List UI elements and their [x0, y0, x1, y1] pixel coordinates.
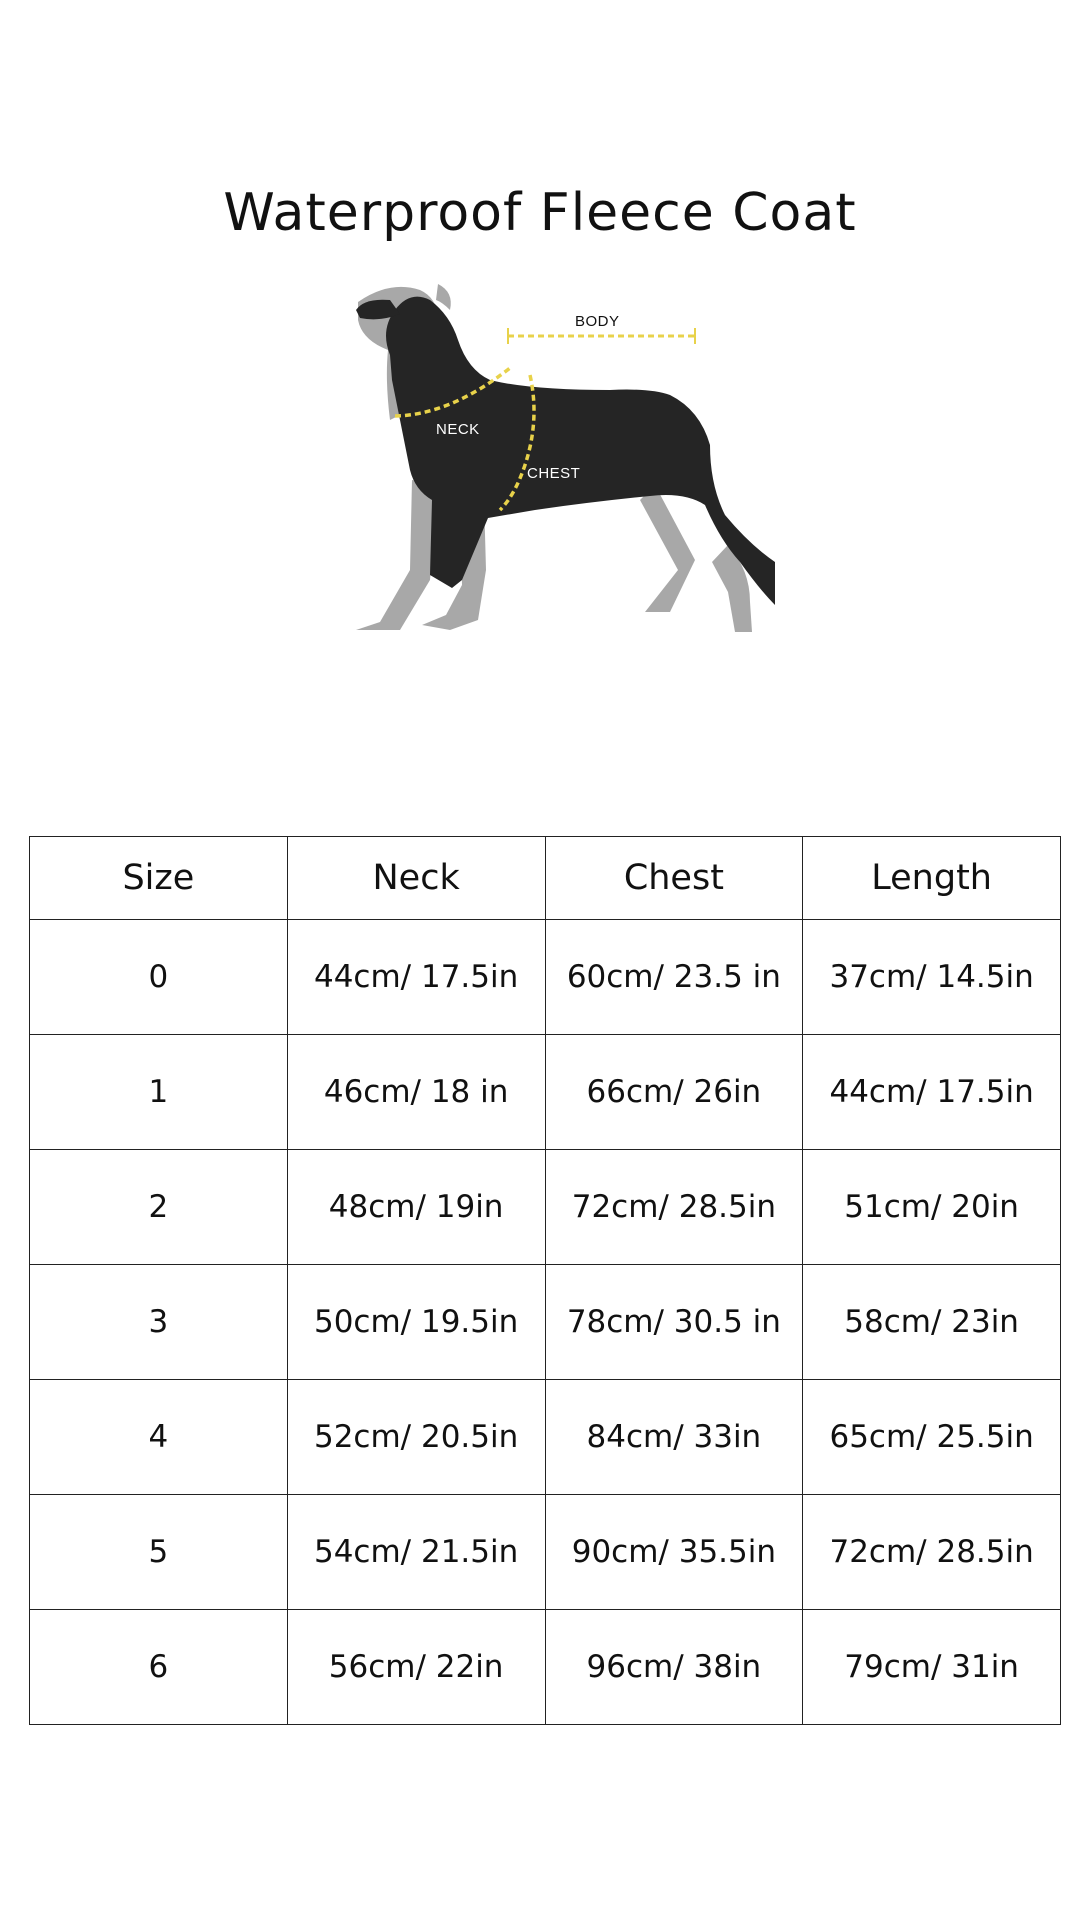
cell-size: 1 [30, 1035, 288, 1150]
cell-length: 51cm/ 20in [803, 1150, 1061, 1265]
cell-neck: 52cm/ 20.5in [287, 1380, 545, 1495]
cell-neck: 56cm/ 22in [287, 1610, 545, 1725]
table-row [30, 1150, 1061, 1265]
chest-label: CHEST [527, 465, 581, 482]
dog-ear [436, 284, 451, 310]
cell-size: 5 [30, 1495, 288, 1610]
table-row [30, 1495, 1061, 1610]
cell-chest: 72cm/ 28.5in [545, 1150, 803, 1265]
cell-size: 3 [30, 1265, 288, 1380]
neck-label: NECK [436, 421, 480, 438]
header-neck: Neck [287, 837, 545, 920]
cell-size: 4 [30, 1380, 288, 1495]
cell-chest: 66cm/ 26in [545, 1035, 803, 1150]
table-row [30, 1265, 1061, 1380]
table-row [30, 920, 1061, 1035]
cell-size: 6 [30, 1610, 288, 1725]
cell-size: 2 [30, 1150, 288, 1265]
cell-chest: 90cm/ 35.5in [545, 1495, 803, 1610]
table-row [30, 1610, 1061, 1725]
table-header-row [30, 837, 1061, 920]
body-label: BODY [575, 313, 620, 330]
cell-neck: 44cm/ 17.5in [287, 920, 545, 1035]
cell-size: 0 [30, 920, 288, 1035]
cell-chest: 96cm/ 38in [545, 1610, 803, 1725]
cell-chest: 84cm/ 33in [545, 1380, 803, 1495]
dog-back-legs [640, 485, 695, 612]
cell-neck: 54cm/ 21.5in [287, 1495, 545, 1610]
cell-neck: 50cm/ 19.5in [287, 1265, 545, 1380]
cell-length: 65cm/ 25.5in [803, 1380, 1061, 1495]
cell-length: 72cm/ 28.5in [803, 1495, 1061, 1610]
size-table [29, 836, 1061, 1725]
table-row [30, 1380, 1061, 1495]
cell-length: 79cm/ 31in [803, 1610, 1061, 1725]
dog-front-leg-far [356, 480, 438, 630]
table-row [30, 1035, 1061, 1150]
cell-chest: 60cm/ 23.5 in [545, 920, 803, 1035]
cell-chest: 78cm/ 30.5 in [545, 1265, 803, 1380]
cell-length: 37cm/ 14.5in [803, 920, 1061, 1035]
page-title: Waterproof Fleece Coat [223, 183, 857, 243]
dog-measurement-diagram [350, 270, 790, 640]
cell-neck: 46cm/ 18 in [287, 1035, 545, 1150]
header-size: Size [30, 837, 288, 920]
header-chest: Chest [545, 837, 803, 920]
cell-length: 58cm/ 23in [803, 1265, 1061, 1380]
header-length: Length [803, 837, 1061, 920]
cell-neck: 48cm/ 19in [287, 1150, 545, 1265]
cell-length: 44cm/ 17.5in [803, 1035, 1061, 1150]
